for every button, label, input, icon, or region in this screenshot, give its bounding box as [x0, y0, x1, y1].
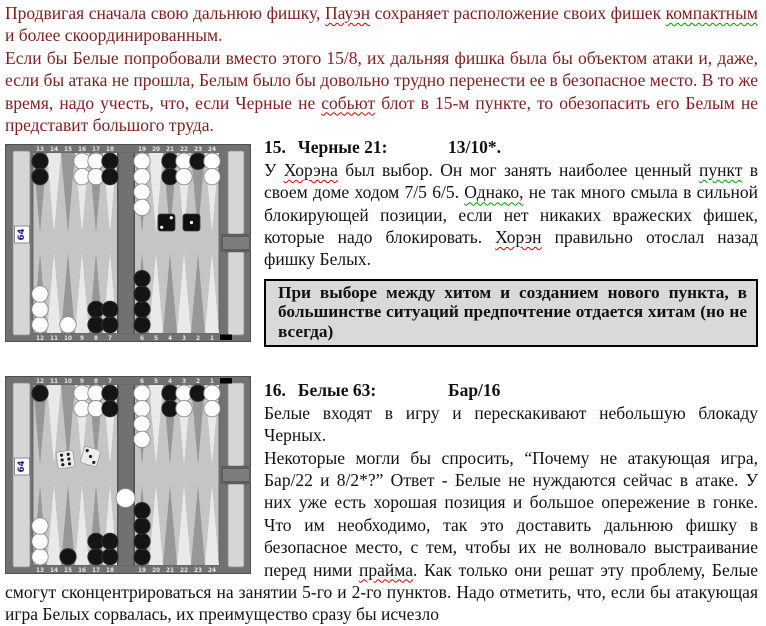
misspelled-word: Хорэна [283, 159, 338, 180]
svg-text:24: 24 [207, 147, 217, 154]
svg-text:2: 2 [195, 379, 201, 386]
misspelled-word: Однако, [464, 182, 524, 203]
text-run: У [264, 159, 284, 180]
svg-text:16: 16 [77, 568, 87, 575]
svg-text:22: 22 [179, 568, 189, 575]
text-run: и более скоординированным. [5, 25, 223, 46]
svg-text:14: 14 [49, 568, 59, 575]
text-run: был выбор. Он мог занять наиболее ценный [337, 159, 699, 180]
text-run: не так много смыла в сильной блокирующей позиции, если нет никаких вражеских фишек, которые надо блокировать. [264, 182, 758, 248]
svg-text:21: 21 [165, 147, 175, 154]
move-15-notation: 13/10*. [448, 137, 501, 158]
svg-text:24: 24 [207, 568, 217, 575]
svg-text:23: 23 [193, 568, 203, 575]
die-6 [56, 450, 75, 469]
svg-text:3: 3 [181, 336, 187, 343]
svg-text:10: 10 [63, 379, 73, 386]
svg-text:10: 10 [63, 336, 73, 343]
misspelled-word: пункт [698, 159, 743, 180]
moves-content [5, 136, 758, 625]
move-15-player [264, 136, 448, 158]
text-run: Продвигая сначала свою дальнюю фишку, [5, 3, 325, 23]
svg-text:17: 17 [91, 147, 101, 154]
svg-text:11: 11 [49, 379, 59, 386]
misspelled-word: Пауэн [324, 3, 371, 23]
misspelled-word: собьют [321, 92, 376, 113]
svg-text:3: 3 [181, 379, 187, 386]
misspelled-word: компактным [665, 3, 758, 23]
doubling-cube [15, 226, 30, 243]
doubling-cube [15, 458, 30, 475]
svg-text:19: 19 [137, 568, 147, 575]
svg-text:1: 1 [209, 379, 215, 386]
svg-text:23: 23 [193, 147, 203, 154]
move-number: 15. [264, 137, 286, 158]
move-16-player [264, 379, 448, 401]
svg-text:6: 6 [139, 379, 145, 386]
svg-text:13: 13 [35, 147, 45, 154]
svg-text:12: 12 [35, 336, 45, 343]
text-run: Белые входят в игру и перескакивают небольшую блокаду Черных. [264, 402, 758, 446]
svg-text:12: 12 [35, 379, 45, 386]
svg-text:4: 4 [167, 379, 173, 386]
intro-paragraph-1 [5, 2, 758, 47]
die-2 [158, 214, 175, 231]
svg-text:4: 4 [167, 336, 173, 343]
intro-commentary [5, 2, 758, 136]
move-16-notation: Бар/16 [448, 380, 501, 401]
svg-text:11: 11 [49, 336, 59, 343]
move-player-roll: Черные 21: [297, 137, 388, 158]
svg-text:20: 20 [151, 568, 161, 575]
text-run: сохраняет расположение своих фишек [370, 3, 666, 23]
svg-text:15: 15 [63, 568, 73, 575]
backgammon-board-move-15 [5, 144, 251, 342]
backgammon-board-move-16 [5, 376, 251, 574]
text-run: блот в 15-м пункте, то обезопасить его Белым не представит большого труда. [5, 92, 758, 136]
svg-text:15: 15 [63, 147, 73, 154]
svg-text:20: 20 [151, 147, 161, 154]
text-run: правильно отослал назад фишку Белых. [264, 227, 758, 270]
die-1 [183, 214, 200, 231]
svg-text:6: 6 [139, 336, 145, 343]
svg-text:64: 64 [17, 229, 27, 241]
svg-text:5: 5 [153, 379, 159, 386]
svg-text:64: 64 [17, 461, 27, 473]
svg-text:16: 16 [77, 147, 87, 154]
intro-paragraph-2 [5, 47, 758, 137]
svg-text:9: 9 [79, 379, 85, 386]
svg-text:5: 5 [153, 336, 159, 343]
svg-text:21: 21 [165, 568, 175, 575]
move-number: 16. [264, 380, 286, 401]
svg-text:2: 2 [195, 336, 201, 343]
text-run: Некоторые могли бы спросить, “Почему не атакующая игра, Бар/22 и 8/2*?” Ответ - Белые не нуждаются сейчас в атаке. У них уже есть хорошая позиция и большое опережение в гонке. Что им необходимо, так это доставить дальнюю фишку в безопасное место, с тем, чтобы их не волновало выстраивание перед ними [264, 447, 758, 580]
svg-text:7: 7 [107, 336, 113, 343]
misspelled-word: прайма [359, 559, 414, 580]
svg-text:17: 17 [91, 568, 101, 575]
strategy-tip-box: При выборе между хитом и созданием нового пункта, в большинстве ситуаций предпочтение отдается хитам (но не всегда) [264, 279, 758, 348]
svg-text:7: 7 [107, 379, 113, 386]
move-player-roll: Белые 63: [297, 380, 377, 401]
misspelled-word: Хорэн [495, 227, 542, 248]
text-run: в своем доме ходом 7/5 6/5. [264, 159, 758, 203]
text-run: . Как только они решат эту проблему, Белые смогут сконцентрироваться на занятии 5-го и 2-го пунктов. Надо отметить, что, если бы атакующая игра Белых сорвалась, их преимущество сразу бы исчезло [5, 559, 758, 625]
svg-text:18: 18 [105, 568, 115, 575]
bar-checker [116, 489, 135, 508]
svg-text:8: 8 [93, 379, 99, 386]
text-run: Если бы Белые попробовали вместо этого 15/8, их дальняя фишка была бы объектом атаки и, даже, если бы атака не прошла, Белым было бы довольно трудно перенести ее в безопасное место. В то же время, надо учесть, что, если Черные не [5, 47, 758, 113]
svg-text:1: 1 [209, 336, 215, 343]
svg-text:19: 19 [137, 147, 147, 154]
svg-text:8: 8 [93, 336, 99, 343]
svg-text:18: 18 [105, 147, 115, 154]
svg-text:9: 9 [79, 336, 85, 343]
svg-text:13: 13 [35, 568, 45, 575]
svg-text:14: 14 [49, 147, 59, 154]
svg-text:22: 22 [179, 147, 189, 154]
